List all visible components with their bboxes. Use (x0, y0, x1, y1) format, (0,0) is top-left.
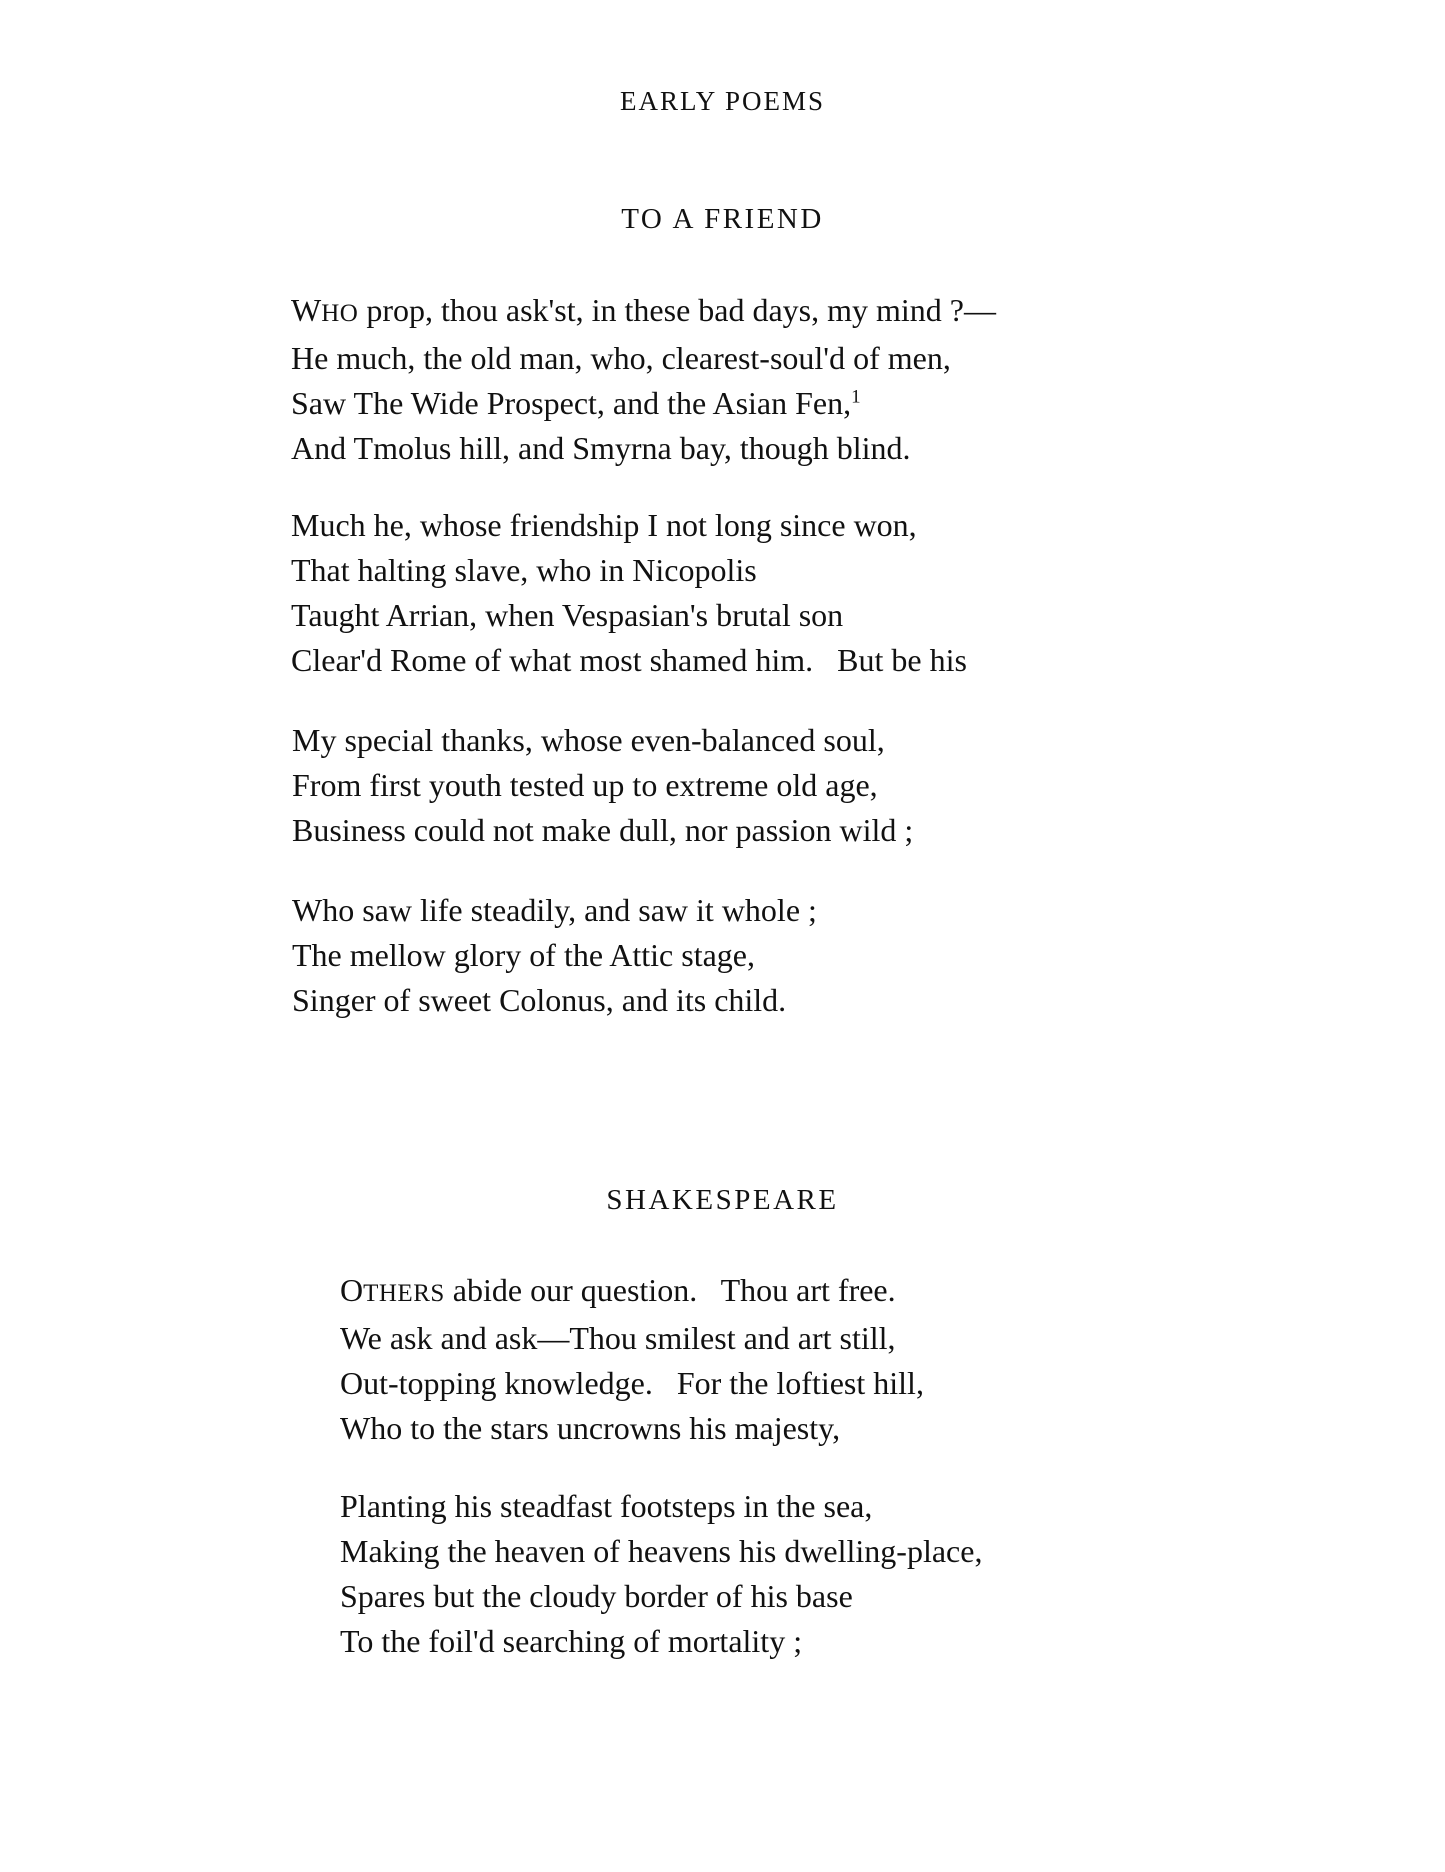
line-text: prop, thou ask'st, in these bad days, my mind ?— (358, 292, 996, 328)
poem-line: Making the heaven of heavens his dwelling-place, (340, 1533, 983, 1569)
poem-line: My special thanks, whose even-balanced soul, (292, 722, 885, 758)
poem-line: To the foil'd searching of mortality ; (340, 1623, 803, 1659)
poem-line: Who to the stars uncrowns his majesty, (340, 1410, 841, 1446)
line-text: abide our question. Thou art free. (444, 1272, 896, 1308)
poem-line: Out-topping knowledge. For the loftiest hill, (340, 1365, 924, 1401)
drop-initial: O (340, 1272, 364, 1308)
stanza (292, 718, 913, 853)
poem-line: Taught Arrian, when Vespasian's brutal son (291, 597, 844, 633)
poem-line: Singer of sweet Colonus, and its child. (292, 982, 787, 1018)
poem-line (340, 1268, 924, 1316)
poem-title-to-a-friend: TO A FRIEND (621, 203, 824, 235)
poem-line: Business could not make dull, nor passion wild ; (292, 812, 914, 848)
drop-initial: W (291, 292, 322, 328)
poem-title-shakespeare: SHAKESPEARE (606, 1184, 839, 1216)
stanza (292, 888, 817, 1023)
poem-line: Spares but the cloudy border of his base (340, 1578, 853, 1614)
stanza (291, 288, 996, 471)
stanza (340, 1484, 982, 1664)
poem-line: He much, the old man, who, clearest-soul'd of men, (291, 340, 951, 376)
footnote-marker: 1 (851, 386, 861, 408)
poem-line: Planting his steadfast footsteps in the sea, (340, 1488, 873, 1524)
running-head: EARLY POEMS (619, 86, 826, 116)
poem-line: Clear'd Rome of what most shamed him. But be his (291, 642, 967, 678)
poem-line: We ask and ask—Thou smilest and art still, (340, 1320, 896, 1356)
stanza (291, 503, 967, 683)
poem-line: From first youth tested up to extreme old age, (292, 767, 878, 803)
poem-line: And Tmolus hill, and Smyrna bay, though blind. (291, 430, 911, 466)
small-caps-word: HO (321, 300, 359, 327)
poem-line: Who saw life steadily, and saw it whole ; (292, 892, 817, 928)
poem-line: That halting slave, who in Nicopolis (291, 552, 757, 588)
small-caps-word: THERS (363, 1280, 445, 1307)
stanza (340, 1268, 924, 1451)
poem-line: Much he, whose friendship I not long since won, (291, 507, 917, 543)
poem-line (291, 381, 996, 426)
poem-line (291, 288, 996, 336)
line-text: Saw The Wide Prospect, and the Asian Fen, (291, 385, 852, 421)
poem-line: The mellow glory of the Attic stage, (292, 937, 755, 973)
